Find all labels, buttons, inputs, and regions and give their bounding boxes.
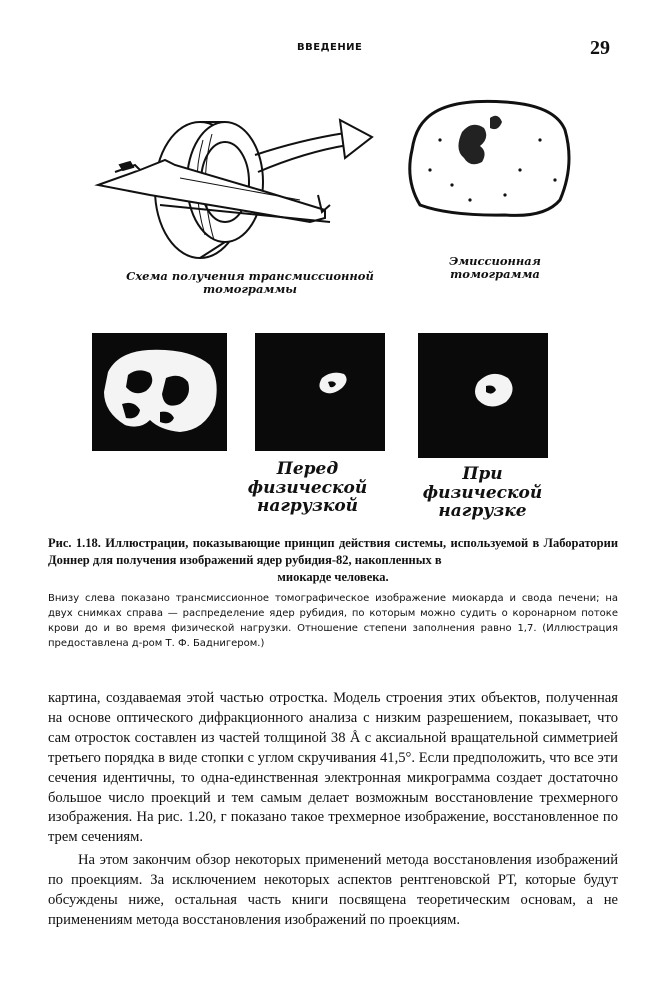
- figure-label: Рис. 1.18.: [48, 536, 101, 550]
- before-exercise-image: [255, 333, 385, 451]
- figure-caption-text: Иллюстрации, показывающие принцип действия системы, используемой в Лаборатории Доннер для получения изображений ядер рубидия-82, накопленных в: [48, 536, 619, 567]
- emission-tomogram-drawing: [410, 101, 569, 215]
- paragraph-1: картина, создаваемая этой частью отростка. Модель строения этих объектов, полученная на основе оптического дифракционного анализа с низким разрешением, показывает, что сам отросток составлен из частей толщиной 38 Å с аксиальной вращательной симметрией третьего порядка в виде стопки с углом скручивания 41,5°. Если предположить, что все эти сечения идентичны, то одна-единственная электронная микрограмма создает достаточно большое число проекций и тем самым делает возможным восстановление трехмерного изображения. На рис. 1.20, г показано такое трехмерное изображение, восстановленное по трем сечениям.: [48, 690, 618, 846]
- arrow-drawing: [255, 120, 372, 172]
- before-exercise-caption: Перед физической нагрузкой: [247, 459, 368, 517]
- running-title: ВВЕДЕНИЕ: [297, 42, 363, 53]
- during-exercise-image: [418, 333, 548, 458]
- transmission-tomogram-image: [92, 333, 227, 451]
- figure-caption: [48, 535, 618, 586]
- during-exercise-caption: При физической нагрузке: [422, 464, 543, 522]
- page-number: 29: [590, 37, 610, 59]
- figure-caption-end: миокарде человека.: [277, 570, 389, 584]
- paragraph-2: На этом закончим обзор некоторых применений метода восстановления изображений по проекциям. За исключением некоторых аспектов рентгеновской РТ, которые будут обсуждены ниже, остальная часть книги посвящена теоретическим основам, а не применениям метода восстановления изображений по проекциям.: [48, 852, 618, 928]
- figure-caption-note: Внизу слева показано трансмиссионное томографическое изображение миокарда и свода печени; на двух снимках справа — распределение ядер рубидия, по которым можно судить о коронарном потоке крови до и во время физической нагрузки. Отношение степени заполнения равно 1,7. (Иллюстрация предоставлена д-ром Т. Ф. Баднигером.): [48, 593, 618, 649]
- body-text: [48, 689, 618, 931]
- scheme-caption: Схема получения трансмиссионной томограммы: [126, 269, 374, 296]
- emission-caption: Эмиссионная томограмма: [449, 254, 541, 281]
